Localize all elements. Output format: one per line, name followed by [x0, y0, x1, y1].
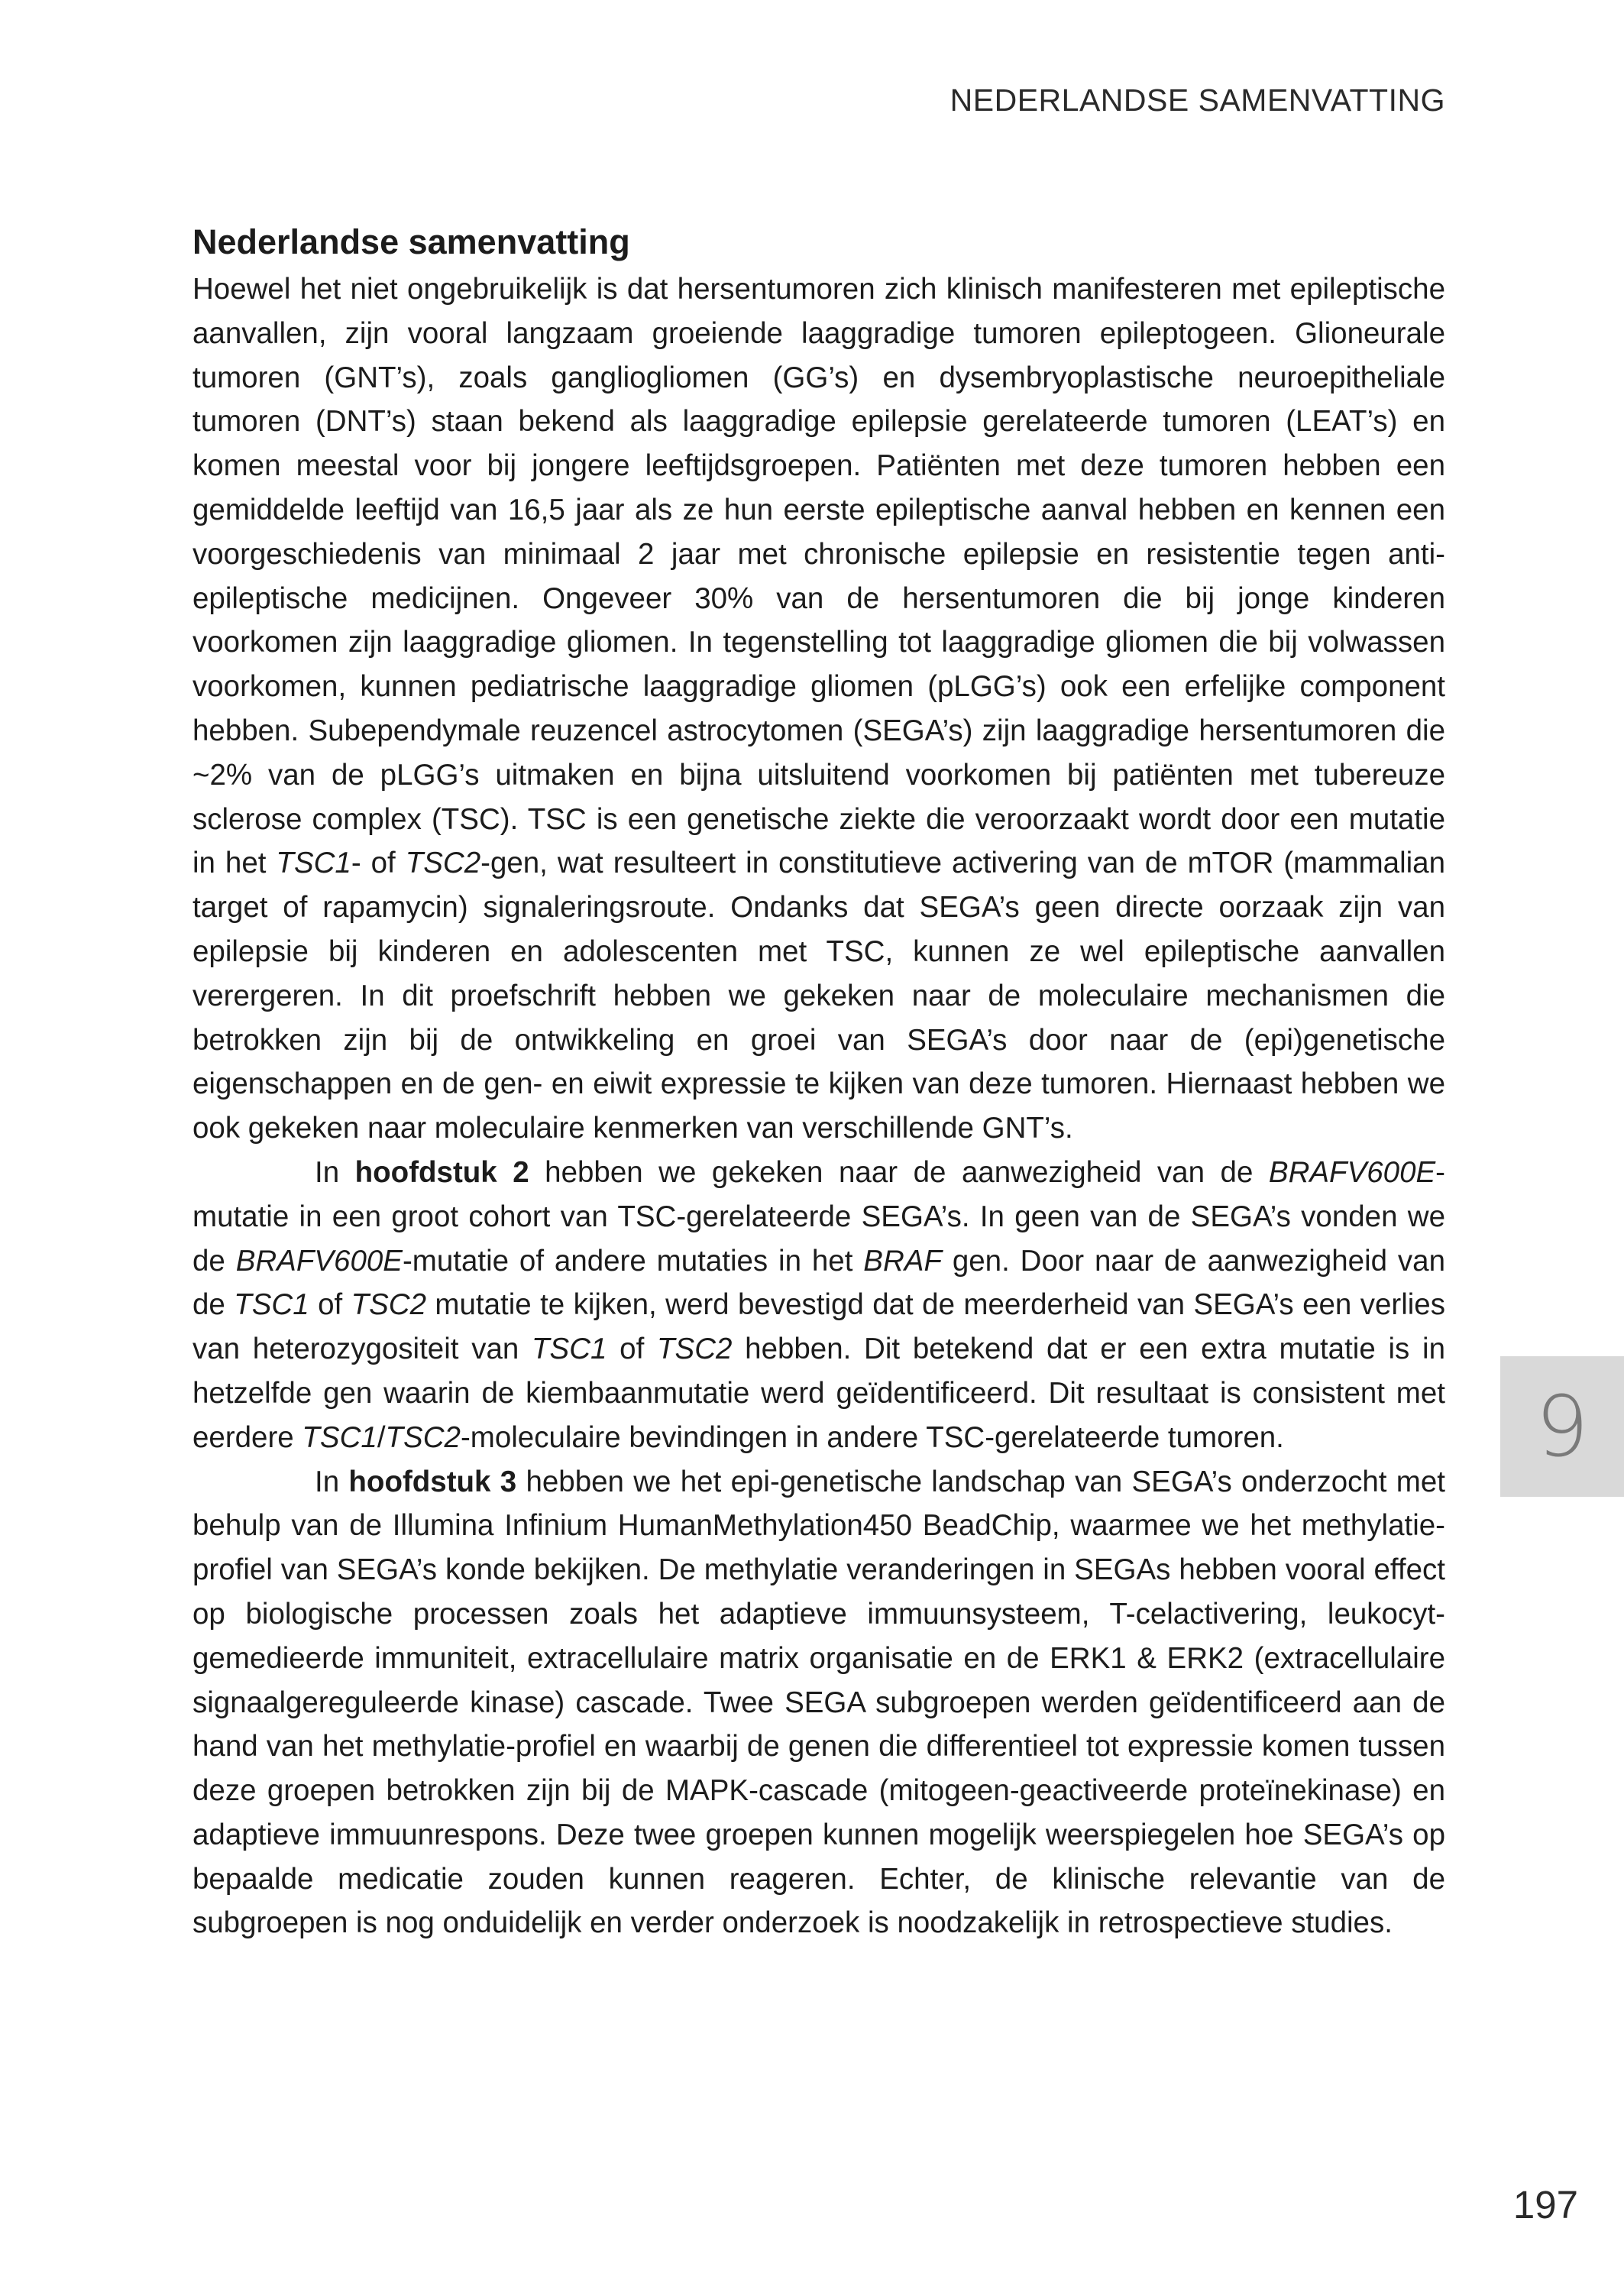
text-run: of — [607, 1333, 657, 1366]
text-run: -mutatie in een groot cohort van TSC-gerelateerde SEGA’s. In geen van de SEGA’s vonden we de — [192, 1155, 1445, 1278]
gene-name: BRAFV600E — [1268, 1155, 1436, 1189]
page-number: 197 — [1512, 2183, 1578, 2227]
text-run: Hoewel het niet ongebruikelijk is dat hersentumoren zich klinisch manifesteren met epileptische aanvallen, zijn vooral langzaam groeiende laaggradige tumoren epileptogeen. Glioneurale tumoren (GNT’s), zoals gangliogliomen (GG’s) en dysembryoplastische neuroepitheliale tumoren (DNT’s) staan bekend als laaggradige epilepsie gerelateerde tumoren (LEAT’s) en komen meestal voor bij jongere leeftijdsgroepen. Patiënten met deze tumoren hebben een gemiddelde leeftijd van 16,5 jaar als ze hun eerste epileptische aanval hebben en kennen een voorgeschiedenis van minimaal 2 jaar met chronische epilepsie en resistentie tegen anti-epileptische medicijnen. Ongeveer 30% van de hersentumoren die bij jonge kinderen voorkomen zijn laaggradige gliomen. In tegenstelling tot laaggradige gliomen die bij volwassen voorkomen, kunnen pediatrische laaggradige gliomen (pLGG’s) ook een erfelijke component hebben. Subependymale reuzencel astrocytomen (SEGA’s) zijn laaggradige hersentumoren die ~2% van de pLGG’s uitmaken en bijna uitsluitend voorkomen bij patiënten met tubereuze sclerose complex (TSC). TSC is een genetische ziekte die veroorzaakt wordt door een mutatie in het — [192, 273, 1445, 880]
gene-name: TSC2 — [657, 1333, 733, 1366]
gene-name: TSC1 — [532, 1333, 607, 1366]
chapter-tab — [1500, 1356, 1624, 1497]
text-run: gen. Door naar de aanwezigheid van de — [192, 1244, 1445, 1322]
paragraph-chapter-3 — [192, 1460, 1445, 1946]
main-content — [192, 220, 1445, 1945]
text-run: -moleculaire bevindingen in andere TSC-gerelateerde tumoren. — [460, 1420, 1284, 1454]
text-run: of — [309, 1288, 351, 1322]
text-run: - of — [351, 847, 406, 880]
gene-name: TSC2 — [385, 1420, 461, 1454]
gene-name: TSC1 — [302, 1420, 377, 1454]
gene-name: TSC2 — [405, 847, 481, 880]
running-header: NEDERLANDSE SAMENVATTING — [949, 83, 1445, 118]
gene-name: TSC1 — [276, 847, 351, 880]
gene-name: BRAF — [863, 1244, 942, 1278]
paragraph-chapter-2 — [192, 1151, 1445, 1460]
text-run: hebben we gekeken naar de aanwezigheid van de — [529, 1155, 1269, 1189]
text-run: mutatie te kijken, werd bevestigd dat de meerderheid van SEGA’s een verlies van heterozygositeit van — [192, 1288, 1445, 1366]
text-run: hebben we het epi-genetische landschap van SEGA’s onderzocht met behulp van de Illumina Infinium HumanMethylation450 BeadChip, waarmee we het methylatie-profiel van SEGA’s konde bekijken. De methylatie veranderingen in SEGAs hebben vooral effect op biologische processen zoals het adaptieve immuunsysteem, T-celactivering, leukocyt-gemedieerde immuniteit, extracellulaire matrix organisatie en de ERK1 & ERK2 (extracellulaire signaalgereguleerde kinase) cascade. Twee SEGA subgroepen werden geïdentificeerd aan de hand van het methylatie-profiel en waarbij de genen die differentieel tot expressie komen tussen deze groepen betrokken zijn bij de MAPK-cascade (mitogeen-geactiveerde proteïnekinase) en adaptieve immuunrespons. Deze twee groepen kunnen mogelijk weerspiegelen hoe SEGA’s op bepaalde medicatie zouden kunnen reageren. Echter, de klinische relevantie van de subgroepen is nog onduidelijk en verder onderzoek is noodzakelijk in retrospectieve studies. — [192, 1465, 1445, 1940]
paragraph-intro — [192, 267, 1445, 1151]
text-run: -mutatie of andere mutaties in het — [402, 1244, 864, 1278]
gene-name: TSC2 — [351, 1288, 427, 1322]
text-run: In — [315, 1155, 355, 1189]
gene-name: TSC1 — [234, 1288, 309, 1322]
text-run: -gen, wat resulteert in constitutieve activering van de mTOR (mammalian target of rapamycin) signaleringsroute. Ondanks dat SEGA’s geen directe oorzaak zijn van epilepsie bij kinderen en adolescenten met TSC, kunnen ze wel epileptische aanvallen verergeren. In dit proefschrift hebben we gekeken naar de moleculaire mechanismen die betrokken zijn bij de ontwikkeling en groei van SEGA’s door naar de (epi)genetische eigenschappen en de gen- en eiwit expressie te kijken van deze tumoren. Hiernaast hebben we ook gekeken naar moleculaire kenmerken van verschillende GNT’s. — [192, 847, 1445, 1145]
chapter-reference: hoofdstuk 2 — [354, 1155, 529, 1189]
text-run: hebben. Dit betekend dat er een extra mutatie is in hetzelfde gen waarin de kiembaanmutatie werd geïdentificeerd. Dit resultaat is consistent met eerdere — [192, 1333, 1445, 1454]
section-title: Nederlandse samenvatting — [192, 222, 630, 261]
chapter-reference: hoofdstuk 3 — [348, 1465, 517, 1498]
gene-name: BRAFV600E — [235, 1244, 403, 1278]
chapter-number: 9 — [1535, 1378, 1589, 1475]
text-run: In — [315, 1465, 349, 1498]
text-run: / — [377, 1420, 386, 1454]
